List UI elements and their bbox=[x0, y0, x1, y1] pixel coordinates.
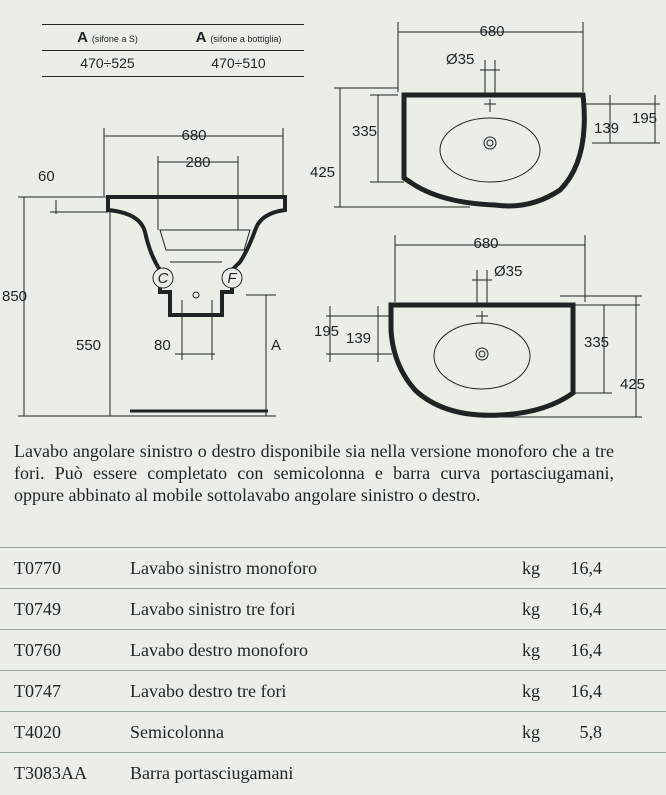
elevation-280-label: 280 bbox=[185, 154, 211, 171]
top-plan-width-label: 680 bbox=[479, 23, 505, 40]
header-s: A (sifone a S) bbox=[77, 28, 138, 46]
product-code: T0747 bbox=[14, 681, 61, 701]
weight-unit: kg bbox=[522, 722, 540, 742]
table-row bbox=[0, 629, 666, 670]
product-code: T4020 bbox=[14, 722, 61, 742]
product-name: Lavabo destro tre fori bbox=[130, 681, 287, 701]
elevation-850-label: 850 bbox=[2, 288, 28, 305]
product-name: Lavabo destro monoforo bbox=[130, 640, 308, 660]
product-name: Semicolonna bbox=[130, 722, 224, 742]
product-code: T0760 bbox=[14, 640, 61, 660]
weight-value: 16,4 bbox=[570, 640, 602, 660]
bottom-plan-view bbox=[326, 235, 642, 417]
header-bottiglia: A (sifone a bottiglia) bbox=[195, 28, 282, 46]
bottom-plan-195-label: 195 bbox=[314, 323, 340, 340]
top-plan-view bbox=[334, 22, 660, 207]
weight-unit: kg bbox=[522, 640, 540, 660]
weight-unit: kg bbox=[522, 599, 540, 619]
weight-value: 5,8 bbox=[579, 722, 602, 742]
product-description: Lavabo angolare sinistro o destro disponibile sia nella versione monoforo che a tre fori. Può essere completato con semicolonna e barra curva portasciugamani, oppure abbinato al mobile sottolavabo angolare sinistro o destro. bbox=[14, 441, 614, 505]
product-name: Lavabo sinistro tre fori bbox=[130, 599, 296, 619]
product-name: Lavabo sinistro monoforo bbox=[130, 558, 317, 578]
top-plan-hole-label: Ø35 bbox=[446, 51, 475, 68]
top-plan-139-label: 139 bbox=[594, 120, 620, 137]
elevation-width-label: 680 bbox=[181, 127, 207, 144]
table-row bbox=[0, 588, 666, 629]
elevation-a-label: A bbox=[271, 337, 282, 354]
value-s: 470÷525 bbox=[80, 55, 135, 71]
weight-value: 16,4 bbox=[570, 599, 602, 619]
bottom-plan-425-label: 425 bbox=[620, 376, 646, 393]
elevation-view bbox=[18, 128, 285, 416]
top-plan-335-label: 335 bbox=[352, 123, 378, 140]
weight-unit: kg bbox=[522, 558, 540, 578]
bottom-plan-335-label: 335 bbox=[584, 334, 610, 351]
elevation-550-label: 550 bbox=[76, 337, 102, 354]
elevation-80-label: 80 bbox=[154, 337, 171, 354]
top-plan-195-label: 195 bbox=[632, 110, 658, 127]
table-row bbox=[0, 711, 666, 752]
value-bottiglia: 470÷510 bbox=[211, 55, 266, 71]
table-row bbox=[0, 752, 666, 793]
elevation-60-label: 60 bbox=[38, 168, 55, 185]
cold-tap-label: C bbox=[157, 270, 169, 287]
hot-tap-label: F bbox=[227, 270, 237, 287]
top-plan-425-label: 425 bbox=[310, 164, 336, 181]
product-code: T0749 bbox=[14, 599, 61, 619]
table-row bbox=[0, 670, 666, 711]
bottom-plan-hole-label: Ø35 bbox=[494, 263, 523, 280]
weight-unit: kg bbox=[522, 681, 540, 701]
product-table bbox=[0, 547, 666, 793]
product-code: T0770 bbox=[14, 558, 61, 578]
bottom-plan-width-label: 680 bbox=[473, 235, 499, 252]
bottom-plan-139-label: 139 bbox=[346, 330, 372, 347]
product-code: T3083AA bbox=[14, 763, 87, 783]
weight-value: 16,4 bbox=[570, 558, 602, 578]
table-row bbox=[0, 547, 666, 588]
product-name: Barra portasciugamani bbox=[130, 763, 294, 783]
weight-value: 16,4 bbox=[570, 681, 602, 701]
